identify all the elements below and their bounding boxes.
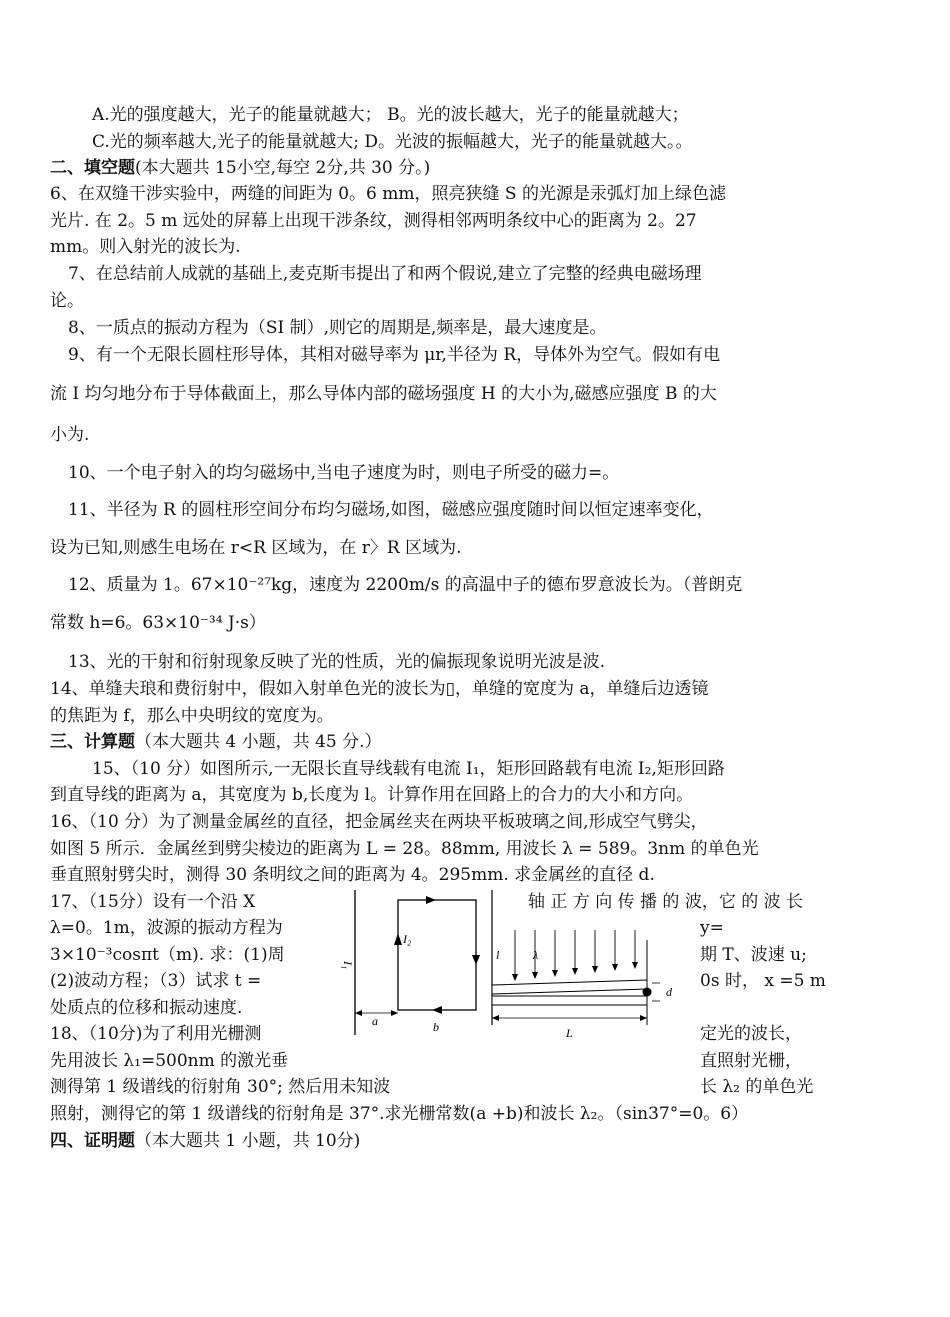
label-I2: I₂ bbox=[403, 932, 412, 946]
current-loop-diagram bbox=[341, 890, 480, 1035]
q17-left-1: 17、（15分）设有一个沿 X bbox=[50, 892, 256, 912]
q15-line1: 15、（10 分）如图所示,一无限长直导线载有电流 I₁，矩形回路载有电流 I₂,矩形回路 bbox=[92, 759, 725, 779]
q18-right-1: 定光的波长， bbox=[700, 1024, 802, 1044]
q13-line: 13、光的干射和衍射现象反映了光的性质，光的偏振现象说明光波是波. bbox=[68, 652, 606, 672]
rect-loop bbox=[398, 900, 476, 1010]
section-2-heading bbox=[50, 157, 430, 179]
q17-right-2: y= bbox=[700, 918, 724, 938]
section-4-heading bbox=[50, 1130, 360, 1152]
air-wedge-diagram bbox=[492, 890, 673, 1040]
label-a: a bbox=[372, 1014, 378, 1028]
q11-line2: 设为已知,则感生电场在 r<R 区域为，在 r〉R 区域为. bbox=[50, 538, 462, 558]
q17-right-4: 0s 时， x =5 m bbox=[700, 971, 826, 991]
label-l: l bbox=[496, 948, 500, 962]
upper-glass-plate bbox=[492, 980, 647, 994]
q18-left-2: 先用波长 λ₁=500nm 的激光垂 bbox=[50, 1051, 289, 1071]
q6-line3: mm。则入射光的波长为. bbox=[50, 237, 241, 257]
dim-a-right-arrow-icon bbox=[391, 1010, 398, 1016]
q15-line2: 到直导线的距离为 a，其宽度为 b,长度为 l。计算作用在回路上的合力的大小和方向。 bbox=[50, 785, 694, 805]
q10-line: 10、一个电子射入的均匀磁场中,当电子速度为时，则电子所受的磁力=。 bbox=[68, 463, 620, 483]
q16-line1: 16、（10 分）为了测量金属丝的直径，把金属丝夹在两块平板玻璃之间,形成空气劈尖， bbox=[50, 812, 708, 832]
section-3-title: 三、计算题 bbox=[50, 732, 135, 752]
loop-arrow-down-icon bbox=[472, 955, 480, 965]
label-L: L bbox=[566, 1026, 573, 1040]
loop-arrow-left-icon bbox=[432, 1006, 442, 1014]
section-3-heading bbox=[50, 731, 381, 753]
loop-arrow-up-icon bbox=[394, 933, 402, 945]
q7-line1: 7、在总结前人成就的基础上,麦克斯韦提出了和两个假说,建立了完整的经典电磁场理 bbox=[68, 264, 702, 284]
q17-left-2: λ=0。1m，波源的振动方程为 bbox=[50, 918, 283, 938]
q17-left-5: 处质点的位移和振动速度. bbox=[50, 998, 243, 1018]
label-I1: I₁ bbox=[341, 961, 355, 970]
q9-line1: 9、有一个无限长圆柱形导体，其相对磁导率为 μr,半径为 R，导体外为空气。假如有电 bbox=[68, 345, 721, 365]
q9-line2: 流 I 均匀地分布于导体截面上，那么导体内部的磁场强度 H 的大小为,磁感应强度 B 的大 bbox=[50, 384, 717, 404]
dim-a-left-arrow-icon bbox=[355, 1010, 362, 1016]
q6-line1: 6、在双缝干涉实验中，两缝的间距为 0。6 mm，照亮狭缝 S 的光源是汞弧灯加上绿色滤 bbox=[50, 184, 726, 204]
q12-line1: 12、质量为 1。67×10⁻²⁷kg，速度为 2200m/s 的高温中子的德布罗意波长为。（普朗克 bbox=[68, 575, 743, 595]
label-b: b bbox=[433, 1020, 439, 1034]
dim-L-left-arrow-icon bbox=[492, 1015, 499, 1021]
q9-line3: 小为. bbox=[50, 425, 90, 445]
q7-line2: 论。 bbox=[50, 291, 84, 311]
q17-left-4: (2)波动方程；（3）试求 t = bbox=[50, 971, 262, 991]
q18-left-3: 测得第 1 级谱线的衍射角 30°; 然后用未知波 bbox=[50, 1077, 391, 1097]
section-2-note: (本大题共 15小空,每空 2分,共 30 分。) bbox=[135, 158, 431, 178]
q12-line2: 常数 h=6。63×10⁻³⁴ J·s） bbox=[50, 613, 266, 633]
q16-line3: 垂直照射劈尖时，测得 30 条明纹之间的距离为 4。295mm. 求金属丝的直径 d. bbox=[50, 865, 655, 885]
section-3-note: （本大题共 4 小题，共 45 分.） bbox=[135, 732, 382, 752]
q14-line2: 的焦距为 f，那么中央明纹的宽度为。 bbox=[50, 706, 334, 726]
q6-line2: 光片. 在 2。5 m 远处的屏幕上出现干涉条纹，测得相邻两明条纹中心的距离为 2。27 bbox=[50, 211, 697, 231]
label-d: d bbox=[666, 985, 672, 999]
label-lambda: λ bbox=[533, 948, 539, 962]
q18-right-2: 直照射光栅， bbox=[700, 1051, 802, 1071]
q17-left-3: 3×10⁻³cosπt（m). 求：(1)周 bbox=[50, 945, 285, 965]
section-4-note: （本大题共 1 小题，共 10分) bbox=[135, 1131, 361, 1151]
q8-line: 8、一质点的振动方程为（SI 制）,则它的周期是,频率是，最大速度是。 bbox=[68, 318, 607, 338]
q17-right-1: 轴 正 方 向 传 播 的 波，它 的 波 长 bbox=[528, 892, 804, 912]
section-2-title: 二、填空题 bbox=[50, 158, 135, 178]
q18-line-4: 照射，测得它的第 1 级谱线的衍射角是 37°.求光栅常数(a +b)和波长 λ₂。（sin37°=0。6） bbox=[50, 1104, 749, 1124]
dim-L-right-arrow-icon bbox=[640, 1015, 647, 1021]
q11-line1: 11、半径为 R 的圆柱形空间分布均匀磁场,如图，磁感应强度随时间以恒定速率变化， bbox=[68, 500, 714, 520]
q16-line2: 如图 5 所示．金属丝到劈尖棱边的距离为 L = 28。88mm, 用波长 λ = 589。3nm 的单色光 bbox=[50, 839, 759, 859]
q17-right-3: 期 T、波速 u; bbox=[700, 945, 807, 965]
q14-line1: 14、单缝夫琅和费衍射中，假如入射单色光的波长为▯，单缝的宽度为 a，单缝后边透镜 bbox=[50, 679, 709, 699]
q18-left-1: 18、（10分)为了利用光栅测 bbox=[50, 1024, 262, 1044]
option-cd: C.光的频率越大,光子的能量就越大; D。光波的振幅越大，光子的能量就越大。。 bbox=[92, 132, 693, 152]
lower-glass-plate bbox=[492, 996, 647, 1005]
option-ab: A.光的强度越大，光子的能量就越大； B。光的波长越大，光子的能量就越大； bbox=[92, 105, 689, 125]
figure-diagrams bbox=[340, 885, 690, 1045]
q18-right-3: 长 λ₂ 的单色光 bbox=[700, 1077, 814, 1097]
section-4-title: 四、证明题 bbox=[50, 1131, 135, 1151]
metal-wire bbox=[643, 988, 652, 997]
loop-arrow-right-icon bbox=[426, 896, 436, 904]
